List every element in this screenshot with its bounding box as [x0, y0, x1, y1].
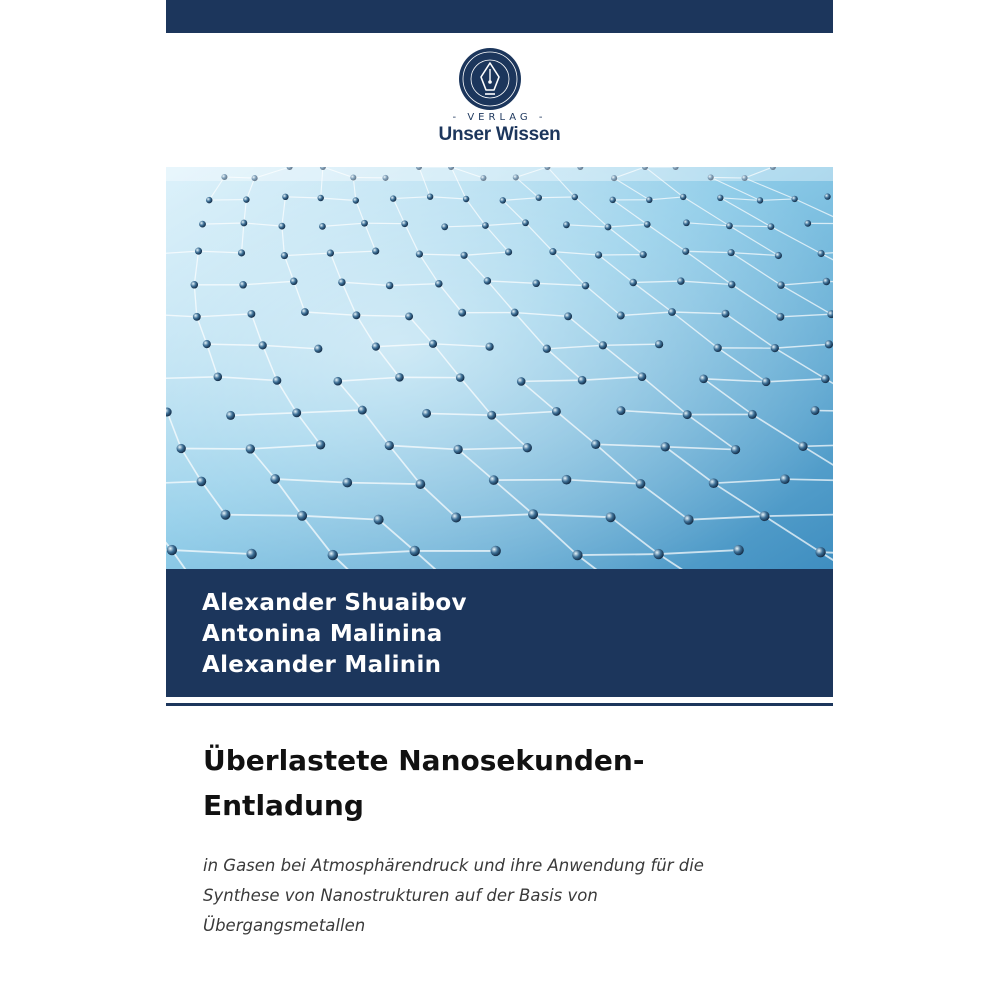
- lattice-node: [206, 197, 212, 203]
- lattice-node: [191, 281, 199, 289]
- lattice-node: [780, 474, 790, 484]
- lattice-node: [572, 550, 582, 560]
- lattice-node: [523, 443, 532, 452]
- lattice-node: [238, 249, 245, 256]
- author-name: Alexander Malinin: [202, 652, 442, 678]
- lattice-node: [638, 372, 647, 381]
- lattice-node: [301, 308, 309, 316]
- lattice-node: [536, 195, 542, 201]
- lattice-node: [775, 252, 782, 259]
- lattice-node: [562, 475, 572, 485]
- lattice-bond: [209, 200, 246, 201]
- lattice-node: [776, 313, 784, 321]
- lattice-node: [726, 222, 733, 229]
- book-subtitle-line: Synthese von Nanostrukturen auf der Basis von: [203, 886, 598, 905]
- lattice-node: [401, 220, 408, 227]
- lattice-node: [777, 281, 785, 289]
- lattice-node: [395, 373, 404, 382]
- lattice-node: [599, 341, 607, 349]
- lattice-bond: [729, 226, 771, 227]
- book-title: [203, 738, 803, 828]
- publisher-name: Unser Wissen: [438, 124, 561, 145]
- lattice-node: [221, 510, 231, 520]
- lattice-node: [552, 407, 561, 416]
- lattice-node: [517, 377, 526, 386]
- lattice-node: [435, 280, 443, 288]
- lattice-node: [532, 280, 540, 288]
- lattice-node: [668, 308, 676, 316]
- lattice-node: [214, 373, 223, 382]
- lattice-node: [595, 251, 602, 258]
- cover-photo-molecular-lattice: [166, 167, 833, 569]
- lattice-bond: [226, 515, 303, 516]
- lattice-node: [374, 515, 384, 525]
- lattice-node: [270, 474, 280, 484]
- lattice-node: [484, 277, 491, 284]
- lattice-node: [361, 220, 368, 227]
- lattice-node: [319, 223, 326, 230]
- book-title-line: Entladung: [203, 789, 364, 822]
- lattice-node: [629, 279, 637, 287]
- lattice-node: [241, 220, 248, 227]
- lattice-node: [804, 220, 811, 227]
- lattice-node: [193, 313, 201, 321]
- lattice-node: [564, 312, 572, 320]
- lattice-node: [385, 441, 394, 450]
- lattice-node: [699, 375, 708, 384]
- book-cover: [166, 0, 833, 1000]
- lattice-node: [578, 376, 587, 385]
- lattice-node: [731, 445, 740, 454]
- divider-rule: [166, 703, 833, 706]
- lattice-node: [316, 440, 325, 449]
- author-list: [202, 588, 467, 681]
- lattice-node: [684, 515, 694, 525]
- lattice-node: [582, 282, 590, 290]
- lattice-node: [338, 278, 345, 285]
- publisher-verlag-label: - VERLAG -: [452, 112, 547, 123]
- lattice-node: [824, 193, 830, 199]
- book-subtitle: [203, 851, 803, 941]
- lattice-node: [791, 196, 797, 202]
- lattice-node: [429, 340, 437, 348]
- book-subtitle-line: in Gasen bei Atmosphärendruck und ihre Anwendung für die: [203, 856, 704, 875]
- lattice-node: [655, 340, 663, 348]
- book-title-line: Überlastete Nanosekunden-: [203, 744, 645, 777]
- lattice-node: [714, 344, 722, 352]
- lattice-node: [441, 223, 448, 230]
- lattice-node: [768, 223, 775, 230]
- lattice-node: [410, 546, 420, 556]
- lattice-node: [327, 250, 334, 257]
- top-color-bar: [166, 0, 833, 33]
- lattice-node: [453, 445, 462, 454]
- lattice-node: [416, 251, 423, 258]
- lattice-node: [728, 281, 736, 289]
- lattice-node: [505, 248, 512, 255]
- lattice-node: [314, 345, 322, 353]
- lattice-node: [281, 252, 288, 259]
- lattice-node: [273, 376, 282, 385]
- lattice-node: [458, 309, 466, 317]
- lattice-node: [317, 195, 323, 201]
- lattice-node: [489, 475, 499, 485]
- book-subtitle-line: Übergangsmetallen: [203, 916, 366, 935]
- lattice-node: [334, 377, 343, 386]
- lattice-node: [290, 278, 297, 285]
- author-name: Antonina Malinina: [202, 621, 443, 647]
- lattice-node: [549, 248, 556, 255]
- lattice-node: [728, 249, 735, 256]
- lattice-node: [617, 406, 626, 415]
- lattice-node: [203, 340, 211, 348]
- lattice-node: [640, 251, 647, 258]
- lattice-node: [528, 509, 538, 519]
- lattice-node: [246, 549, 256, 559]
- lattice-node: [811, 406, 820, 415]
- lattice-node: [405, 312, 413, 320]
- lattice-node: [197, 477, 207, 487]
- lattice-node: [815, 547, 825, 557]
- lattice-node: [282, 194, 288, 200]
- lattice-node: [485, 343, 493, 351]
- lattice-node: [422, 409, 431, 418]
- lattice-node: [482, 222, 489, 229]
- publisher-seal-icon: [458, 47, 522, 111]
- lattice-node: [680, 194, 686, 200]
- lattice-node: [390, 195, 396, 201]
- lattice-node: [771, 344, 779, 352]
- lattice-node: [572, 194, 578, 200]
- lattice-node: [427, 194, 433, 200]
- lattice-node: [451, 512, 461, 522]
- lattice-node: [511, 309, 519, 317]
- lattice-bond: [365, 223, 405, 224]
- lattice-node: [239, 281, 247, 289]
- lattice-node: [226, 411, 235, 420]
- lattice-node: [823, 278, 830, 285]
- lattice-node: [798, 442, 807, 451]
- lattice-node: [177, 444, 186, 453]
- lattice-node: [717, 195, 723, 201]
- lattice-node: [246, 444, 255, 453]
- lattice-node: [759, 511, 769, 521]
- lattice-node: [636, 479, 646, 489]
- lattice-bond: [577, 554, 658, 555]
- lattice-node: [617, 312, 625, 320]
- lattice-node: [661, 442, 670, 451]
- lattice-node: [646, 197, 652, 203]
- lattice-node: [606, 512, 616, 522]
- lattice-node: [199, 221, 206, 228]
- lattice-node: [195, 248, 202, 255]
- lattice-node: [543, 345, 551, 353]
- lattice-node: [605, 224, 612, 231]
- lattice-node: [353, 197, 359, 203]
- lattice-node: [522, 219, 529, 226]
- lattice-node: [297, 511, 307, 521]
- lattice-node: [757, 197, 763, 203]
- lattice-node: [292, 408, 301, 417]
- author-band: [166, 569, 833, 697]
- lattice-node: [500, 197, 506, 203]
- lattice-node: [461, 252, 468, 259]
- lattice-node: [456, 373, 465, 382]
- lattice-node: [591, 440, 600, 449]
- lattice-node: [762, 378, 771, 387]
- lattice-node: [243, 196, 249, 202]
- lattice-node: [259, 341, 267, 349]
- lattice-node: [683, 219, 690, 226]
- lattice-node: [818, 250, 825, 257]
- lattice-node: [358, 406, 367, 415]
- lattice-node: [372, 248, 379, 255]
- lattice-node: [683, 410, 692, 419]
- lattice-node: [682, 248, 689, 255]
- lattice-node: [328, 550, 338, 560]
- lattice-node: [825, 340, 833, 348]
- lattice-node: [416, 479, 426, 489]
- lattice-node: [372, 342, 380, 350]
- lattice-node: [342, 478, 352, 488]
- lattice-node: [247, 310, 255, 318]
- lattice-node: [609, 197, 615, 203]
- lattice-node: [709, 478, 719, 488]
- lattice-node: [677, 277, 684, 284]
- author-name: Alexander Shuaibov: [202, 590, 467, 616]
- lattice-node: [821, 375, 830, 384]
- lattice-node: [653, 549, 663, 559]
- lattice-node: [722, 310, 730, 318]
- lattice-node: [733, 545, 743, 555]
- lattice-node: [352, 311, 360, 319]
- lattice-node: [279, 223, 286, 230]
- lattice-node: [644, 221, 651, 228]
- lattice-node: [491, 546, 501, 556]
- lattice-node: [463, 196, 469, 202]
- lattice-node: [748, 410, 757, 419]
- lattice-node: [167, 545, 177, 555]
- lattice-bond: [539, 197, 575, 198]
- lattice-node: [487, 411, 496, 420]
- lattice-node: [563, 221, 570, 228]
- lattice-node: [386, 282, 394, 290]
